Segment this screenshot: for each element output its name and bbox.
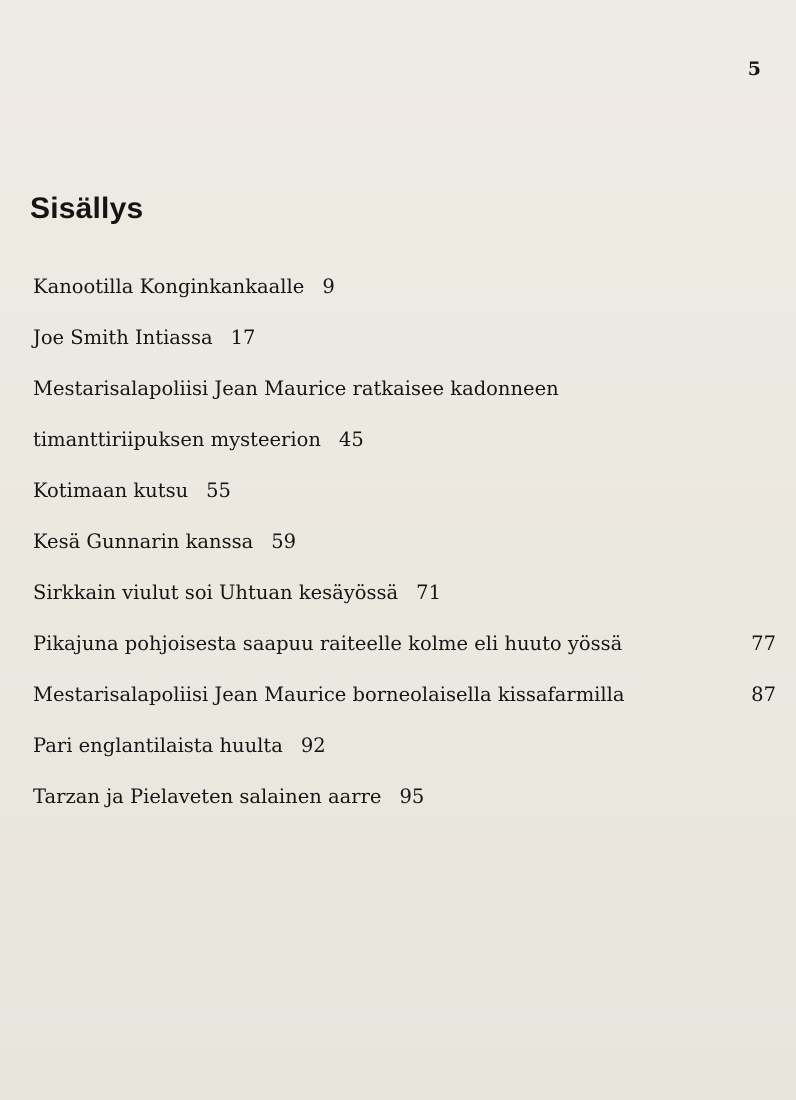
page-title: Sisällys <box>30 192 144 225</box>
toc-entry-page: 71 <box>416 581 441 604</box>
toc-entry <box>33 527 783 556</box>
toc-entry-title: Mestarisalapoliisi Jean Maurice borneolaisella kissafarmilla <box>33 683 625 706</box>
toc-entry-page: 9 <box>322 275 335 298</box>
toc-entry <box>33 374 783 454</box>
toc-entry <box>33 731 783 760</box>
toc-entry-title: Joe Smith Intiassa <box>33 326 213 349</box>
toc-entry <box>33 680 776 709</box>
page-number: 5 <box>747 58 761 80</box>
toc-entry <box>33 323 783 352</box>
toc-entry-title-line-2: timanttiriipuksen mysteerion <box>33 428 321 451</box>
toc-entry-title: Pari englantilaista huulta <box>33 734 283 757</box>
toc-entry-title: Kanootilla Konginkankaalle <box>33 275 305 298</box>
toc-entry <box>33 578 783 607</box>
toc-entry <box>33 272 783 301</box>
toc-entry-page: 77 <box>751 632 776 655</box>
toc-entry-page: 95 <box>399 785 425 808</box>
toc-entry <box>33 629 776 658</box>
toc-entry-page: 45 <box>338 428 364 451</box>
toc-entry <box>33 476 783 505</box>
toc-entry-title: Tarzan ja Pielaveten salainen aarre <box>33 785 382 808</box>
toc-entry-title: Pikajuna pohjoisesta saapuu raiteelle kolme eli huuto yössä <box>33 632 623 655</box>
toc-entry-page: 17 <box>230 326 256 349</box>
toc-entry-title: Sirkkain viulut soi Uhtuan kesäyössä <box>33 581 399 604</box>
toc-entry-title: Kesä Gunnarin kanssa <box>33 530 254 553</box>
table-of-contents <box>33 272 783 833</box>
toc-entry <box>33 782 783 811</box>
toc-entry-page: 92 <box>300 734 326 757</box>
toc-entry-title-line-1: Mestarisalapoliisi Jean Maurice ratkaisee kadonneen <box>33 377 559 400</box>
toc-entry-page: 59 <box>271 530 297 553</box>
toc-entry-page: 55 <box>206 479 231 502</box>
toc-entry-page: 87 <box>751 683 776 706</box>
toc-entry-title: Kotimaan kutsu <box>33 479 189 502</box>
